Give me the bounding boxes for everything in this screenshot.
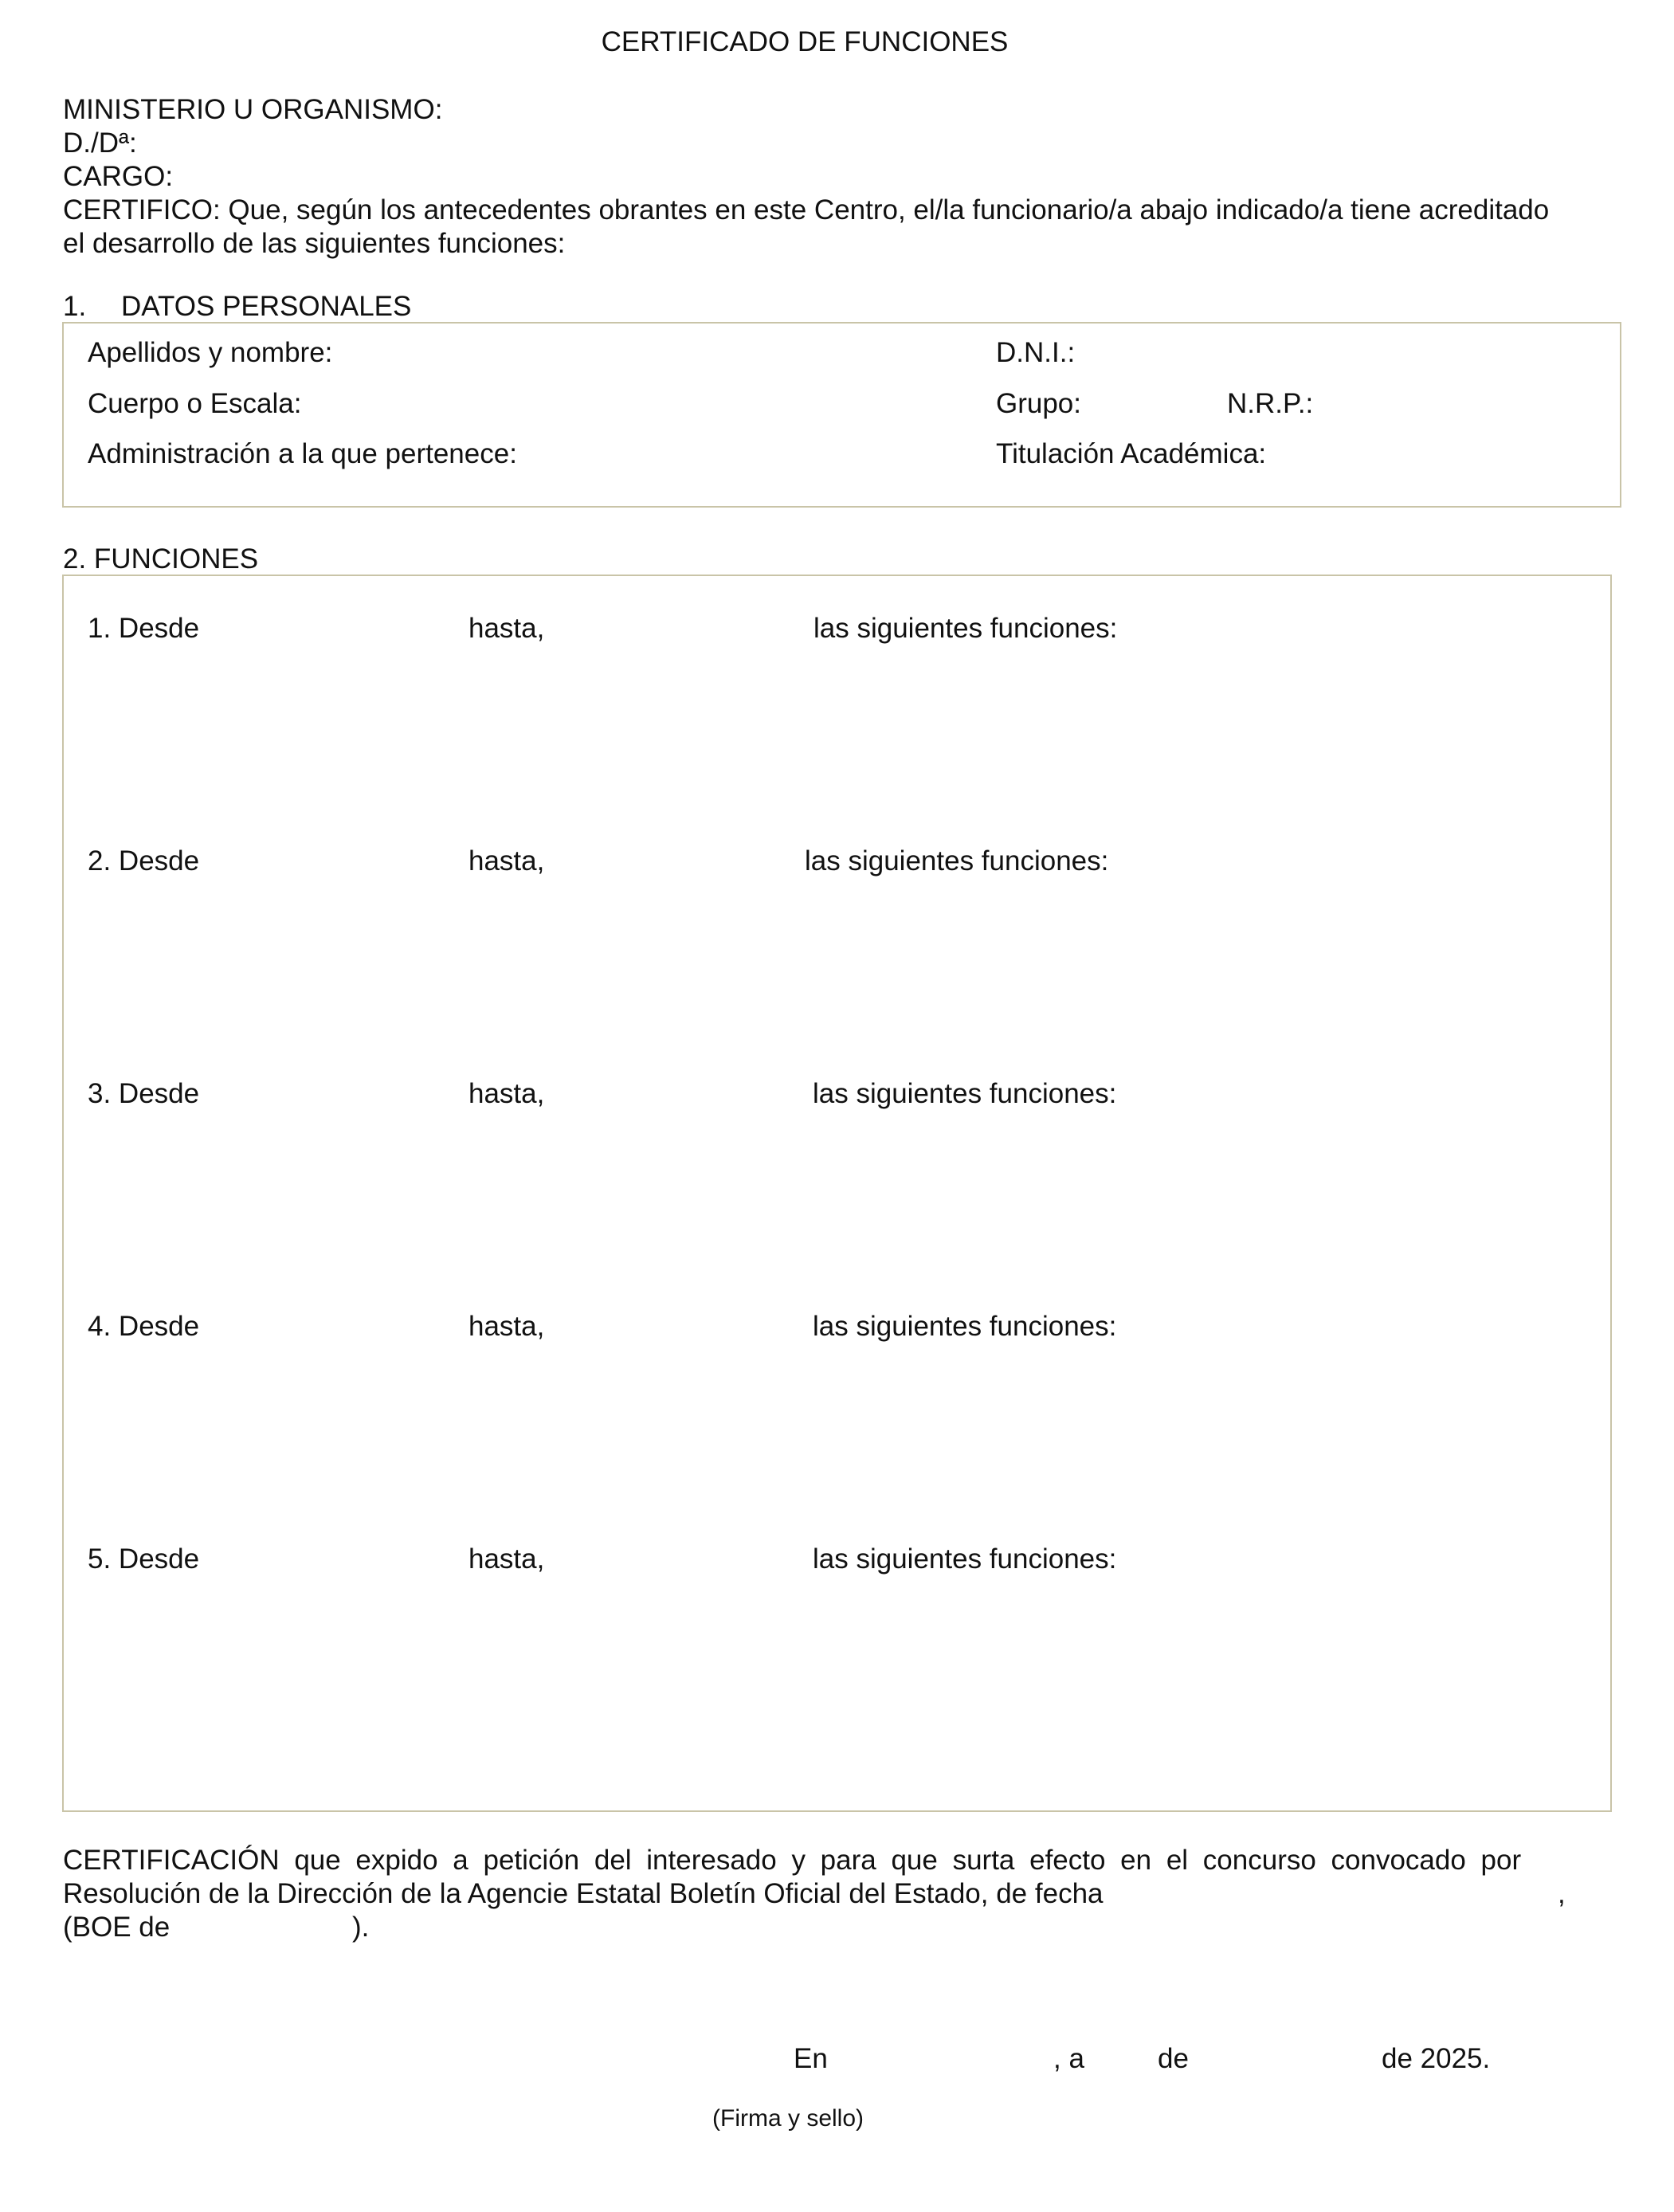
row3-hasta: hasta, [468,1078,545,1109]
row1-desde: 1. Desde [88,613,200,644]
footer-year: de 2025. [1382,2043,1491,2074]
row1-hasta: hasta, [468,613,545,644]
row2-funciones: las siguientes funciones: [805,845,1109,877]
certifico-line-2: el desarrollo de las siguientes funciones: [63,228,566,259]
section1-number: 1. [63,291,87,322]
datos-personales-box [62,322,1621,508]
footer-de: de [1158,2043,1189,2074]
row5-hasta: hasta, [468,1543,545,1575]
cuerpo-label: Cuerpo o Escala: [88,388,302,419]
ministerio-label: MINISTERIO U ORGANISMO: [63,94,443,125]
firma-y-sello: (Firma y sello) [712,2105,864,2132]
footer-a: , a [1053,2043,1084,2074]
section2-title: 2. FUNCIONES [63,543,259,575]
row1-funciones: las siguientes funciones: [813,613,1118,644]
boe-open: (BOE de [63,1912,171,1943]
page-title: CERTIFICADO DE FUNCIONES [601,26,1009,57]
section1-title: DATOS PERSONALES [121,291,412,322]
certificacion-comma: , [1558,1878,1566,1909]
funciones-box [62,575,1612,1812]
apellidos-label: Apellidos y nombre: [88,337,333,368]
row2-desde: 2. Desde [88,845,200,877]
certificacion-line-1-text: CERTIFICACIÓN que expido a petición del interesado y para que surta efecto en el concurso convocado por [63,1845,1522,1876]
footer-en: En [794,2043,828,2074]
row3-desde: 3. Desde [88,1078,200,1109]
row3-funciones: las siguientes funciones: [813,1078,1117,1109]
nrp-label: N.R.P.: [1227,388,1314,419]
certificacion-line-1 [63,1844,1565,1877]
certificacion-line-2: Resolución de la Dirección de la Agencie Estatal Boletín Oficial del Estado, de fecha [63,1878,1104,1909]
row4-hasta: hasta, [468,1311,545,1342]
row2-hasta: hasta, [468,845,545,877]
cargo-label: CARGO: [63,161,174,192]
row5-desde: 5. Desde [88,1543,200,1575]
certifico-line-1: CERTIFICO: Que, según los antecedentes obrantes en este Centro, el/la funcionario/a abajo indicado/a tiene acreditado [63,194,1550,226]
row5-funciones: las siguientes funciones: [813,1543,1117,1575]
boe-close: ). [352,1912,370,1943]
administracion-label: Administración a la que pertenece: [88,438,517,469]
dni-label: D.N.I.: [996,337,1076,368]
grupo-label: Grupo: [996,388,1081,419]
row4-funciones: las siguientes funciones: [813,1311,1117,1342]
row4-desde: 4. Desde [88,1311,200,1342]
dona-label: D./Dª: [63,127,137,159]
titulacion-label: Titulación Académica: [996,438,1267,469]
